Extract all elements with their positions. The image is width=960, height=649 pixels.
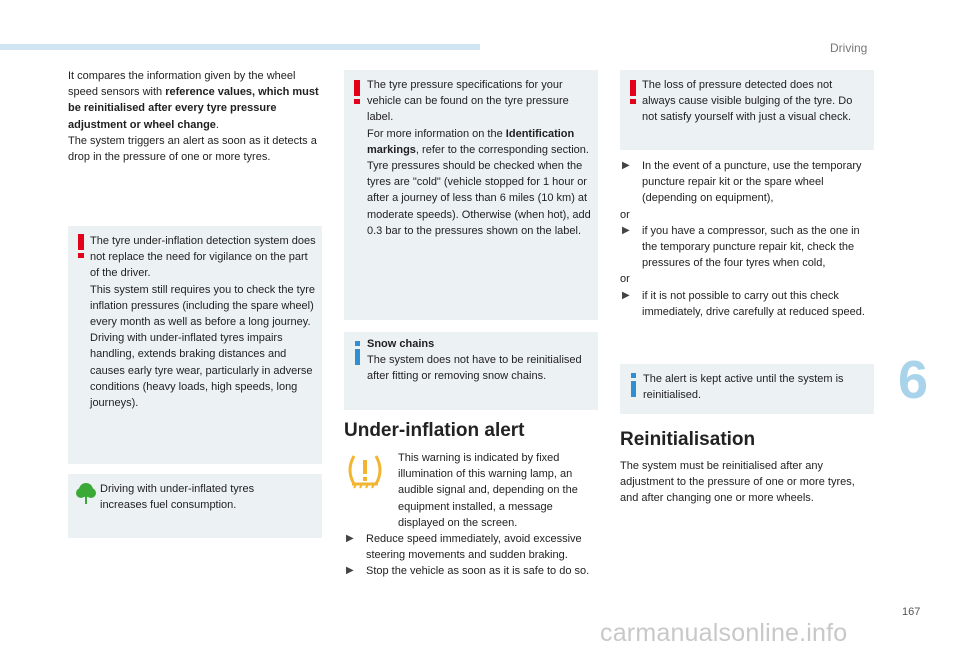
watermark: carmanualsonline.info	[600, 619, 848, 647]
warning-line: Tyre pressures should be checked when the tyres are "cold" (vehicle stopped for 1 hour or after a journey of less than 6 miles (10 km) at moderate speeds). Otherwise (when hot), add 0.3 bar to the pressures shown on the label.	[367, 160, 591, 237]
warning-exclamation-icon	[352, 80, 362, 104]
intro-paragraph: It compares the information given by the wheel speed sensors with reference values, which must be reinitialised after every tyre pressure adjustment or wheel change. The system triggers an alert as soon as it detects a drop in the pressure of one or more tyres.	[68, 70, 319, 164]
info-title: Snow chains	[367, 338, 435, 350]
or-label: or	[620, 273, 630, 286]
info-box-snow-chains	[344, 332, 598, 410]
warning-exclamation-icon	[628, 80, 638, 104]
or-label: or	[620, 208, 630, 221]
arrow-bullet-icon: ▶	[346, 565, 354, 577]
list-item: ▶ if you have a compressor, such as the one in the temporary puncture repair kit, check the pressures of the four tyres when cold,	[622, 224, 860, 270]
list-item: ▶ Reduce speed immediately, avoid excessive steering movements and sudden braking.	[346, 533, 582, 562]
page-number: 167	[902, 606, 921, 618]
warning-line: The tyre under-inflation detection system does not replace the need for vigilance on the part of the driver.	[90, 235, 316, 280]
list-item: ▶ if it is not possible to carry out this check immediately, drive carefully at reduced speed.	[622, 289, 865, 318]
info-box-alert-active	[620, 364, 874, 414]
arrow-bullet-icon: ▶	[622, 224, 630, 236]
warning-line: Driving with under-inflated tyres impairs handling, extends braking distances and causes early tyre wear, particularly in adverse conditions (heavy loads, high speeds, long journeys).	[90, 332, 313, 410]
alert-description: This warning is indicated by fixed illumination of this warning lamp, an audible signal and, depending on the equipment installed, a message displayed on the screen.	[398, 452, 578, 529]
reinitialisation-text: The system must be reinitialised after any adjustment to the pressure of one or more tyres, and after changing one or more wheels.	[620, 460, 855, 505]
warning-text: The loss of pressure detected does not always cause visible bulging of the tyre. Do not satisfy yourself with just a visual check.	[642, 79, 853, 124]
leaf-tree-icon	[76, 482, 96, 504]
warning-line: This system still requires you to check the tyre inflation pressures (including the spare wheel) every month as well as before a long journey.	[90, 283, 315, 329]
warning-box-vigilance	[68, 226, 322, 464]
warning-box-specifications	[344, 70, 598, 320]
section-title: Driving	[830, 41, 868, 55]
warning-line: For more information on the Identification markings, refer to the corresponding section.	[367, 127, 589, 156]
warning-box-visual-check	[620, 70, 874, 150]
info-text: The system does not have to be reinitialised after fitting or removing snow chains.	[367, 354, 582, 383]
arrow-bullet-icon: ▶	[622, 160, 630, 171]
warning-line: The tyre pressure specifications for your vehicle can be found on the tyre pressure label.	[367, 79, 569, 124]
info-icon	[354, 341, 362, 365]
arrow-bullet-icon: ▶	[622, 289, 630, 301]
tyre-pressure-warning-icon	[346, 452, 384, 492]
list-item: ▶ In the event of a puncture, use the temporary puncture repair kit or the spare wheel (depending on equipment),	[622, 160, 862, 205]
warning-exclamation-icon	[76, 234, 86, 258]
header-bar	[0, 44, 480, 50]
puncture-actions-list	[620, 158, 874, 320]
arrow-bullet-icon: ▶	[346, 533, 354, 544]
list-item: ▶ Stop the vehicle as soon as it is safe to do so.	[344, 563, 600, 579]
info-text: The alert is kept active until the system is reinitialised.	[643, 373, 844, 402]
chapter-number: 6	[898, 350, 929, 410]
heading-reinitialisation: Reinitialisation	[620, 429, 756, 450]
eco-note-box	[68, 474, 322, 538]
info-icon	[630, 373, 638, 397]
heading-under-inflation-alert: Under-inflation alert	[344, 420, 525, 441]
alert-actions-list	[344, 531, 600, 580]
eco-note-text: Driving with under-inflated tyres increases fuel consumption.	[100, 483, 255, 512]
